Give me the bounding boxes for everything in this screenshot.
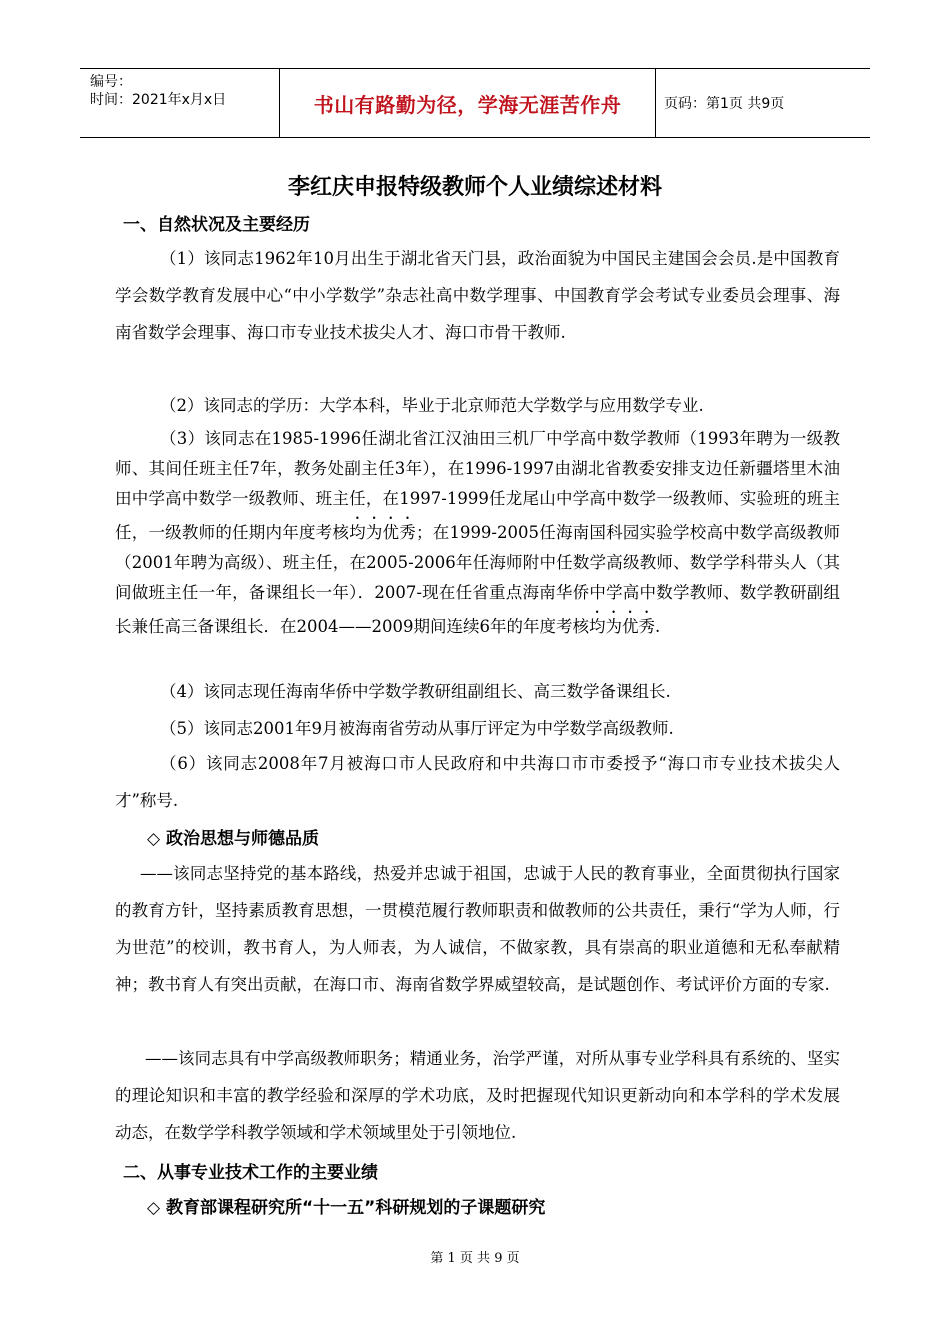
paragraph-education: （2）该同志的学历：大学本科，毕业于北京师范大学数学与应用数学专业. <box>160 396 704 415</box>
page-footer: 第 1 页 共 9 页 <box>430 1251 520 1266</box>
politics-heading: ◇ 政治思想与师德品质 <box>147 829 319 849</box>
research-subheading: ◇ 教育部课程研究所“十一五”科研规划的子课题研究 <box>147 1198 546 1218</box>
header-page-info: 页码：第1页 共9页 <box>664 96 785 112</box>
date-label: 时间：2021年x月x日 <box>90 92 227 108</box>
page-header <box>80 68 870 138</box>
career-emphasis-1: 均为优秀 <box>349 523 416 542</box>
career-text-b: ；在1999-2005任海南国科园实验学校高中数学高级教师（2001年聘为高级）、班主任，在2005-2006年任海师附中任数学高级教师、数学学科带头人（其间做班主任一年，备课组长一年）．2007-现在任省重点海南华侨中学高中数学教师、数学教研副组长兼任高三备课组长．在2004——2009期间连续6年的年度考核 <box>115 523 840 636</box>
paragraph-expertise: ——该同志具有中学高级教师职务；精通业务，治学严谨，对所从事专业学科具有系统的、坚实的理论知识和丰富的教学经验和深厚的学术功底，及时把握现代知识更新动向和本学科的学术发展动态，在数学学科教学领域和学术领域里处于引领地位. <box>115 1049 840 1142</box>
paragraph-current-role: （4）该同志现任海南华侨中学数学教研组副组长、高三数学备课组长. <box>160 682 671 701</box>
paragraph-birth: （1）该同志1962年10月出生于湖北省天门县，政治面貌为中国民主建国会会员.是中国教育学会数学教育发展中心“中小学数学”杂志社高中数学理事、中国教育学会考试专业委员会理事、海南省数学会理事、海口市专业技术拔尖人才、海口市骨干教师. <box>115 249 840 342</box>
header-motto: 书山有路勤为径，学海无涯苦作舟 <box>280 69 656 137</box>
career-text-a: （3）该同志在1985-1996任湖北省江汉油田三机厂中学高中数学教师（1993年聘为一级教师、其间任班主任7年，教务处副主任3年），在1996-1997由湖北省教委安排支边任新疆塔里木油田中学高中数学一级教师、班主任，在1997-1999任龙尾山中学高中数学一级教师、实验班的班主任，一级教师的任期内年度考核 <box>115 429 840 542</box>
section-1-heading: 一、自然状况及主要经历 <box>123 215 310 235</box>
number-label: 编号： <box>90 74 132 90</box>
paragraph-career <box>115 424 840 642</box>
paragraph-senior-title: （5）该同志2001年9月被海南省劳动从事厅评定为中学数学高级教师. <box>160 719 674 738</box>
document-title: 李红庆申报特级教师个人业绩综述材料 <box>287 175 662 200</box>
career-text-c: . <box>654 617 661 636</box>
header-meta <box>80 69 280 137</box>
paragraph-honor: （6）该同志2008年7月被海口市人民政府和中共海口市市委授予“海口市专业技术拔尖人才”称号. <box>115 754 840 810</box>
paragraph-ethics: ——该同志坚持党的基本路线，热爱并忠诚于祖国，忠诚于人民的教育事业，全面贯彻执行国家的教育方针，坚持素质教育思想，一贯模范履行教师职责和做教师的公共责任，秉行“学为人师，行为世范”的校训，教书育人，为人师表，为人诚信，不做家教，具有崇高的职业道德和无私奉献精神；教书育人有突出贡献，在海口市、海南省数学界威望较高，是试题创作、考试评价方面的专家. <box>115 864 840 994</box>
section-2-heading: 二、从事专业技术工作的主要业绩 <box>123 1163 378 1183</box>
career-emphasis-2: 均为优秀 <box>588 617 655 636</box>
